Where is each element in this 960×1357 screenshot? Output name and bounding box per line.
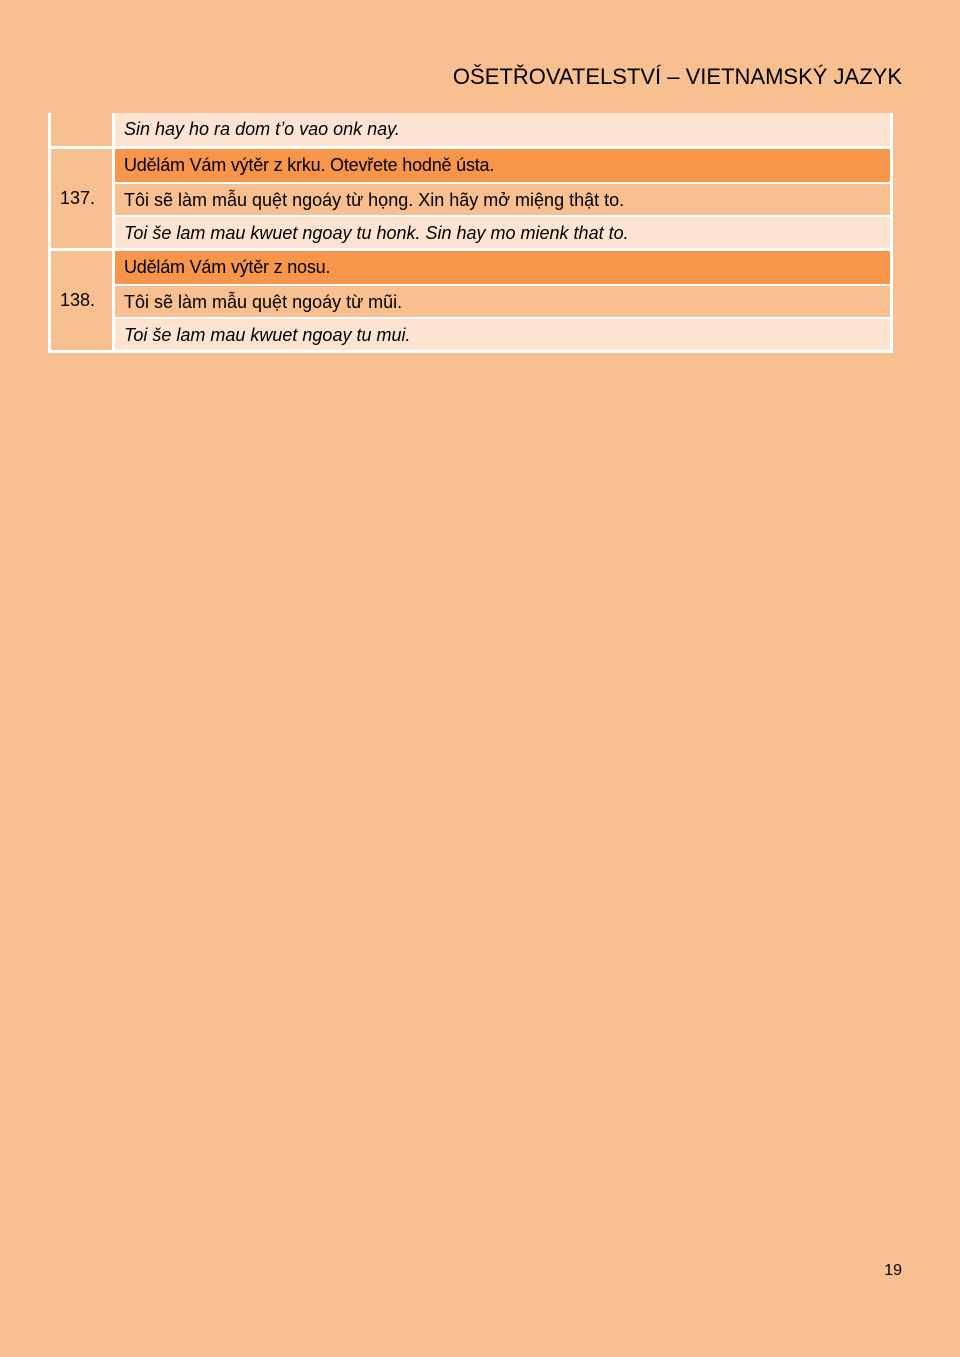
phrase-group-138 bbox=[51, 248, 890, 350]
vietnamese-text: Tôi sẽ làm mẫu quệt ngoáy từ họng. Xin hãy mở miệng thật to. bbox=[115, 182, 890, 215]
pronunciation-text: Toi še lam mau kwuet ngoay tu mui. bbox=[115, 317, 890, 350]
pronunciation-text: Toi še lam mau kwuet ngoay tu honk. Sin hay mo mienk that to. bbox=[115, 215, 890, 248]
phrase-number: 137. bbox=[51, 149, 115, 248]
page-header-title: OŠETŘOVATELSTVÍ – VIETNAMSKÝ JAZYK bbox=[452, 64, 902, 89]
czech-text: Udělám Vám výtěr z nosu. bbox=[115, 251, 890, 284]
czech-text: Udělám Vám výtěr z krku. Otevřete hodně ústa. bbox=[115, 149, 890, 182]
page-number: 19 bbox=[884, 1262, 902, 1279]
phrase-number: 138. bbox=[51, 251, 115, 350]
vietnamese-text: Tôi sẽ làm mẫu quệt ngoáy từ mũi. bbox=[115, 284, 890, 317]
phrase-table bbox=[48, 113, 893, 353]
phrase-number bbox=[51, 113, 115, 146]
pronunciation-text: Sin hay ho ra dom tʼo vao onk nay. bbox=[115, 113, 890, 146]
phrase-group-continued bbox=[51, 113, 890, 146]
phrase-group-137 bbox=[51, 146, 890, 248]
